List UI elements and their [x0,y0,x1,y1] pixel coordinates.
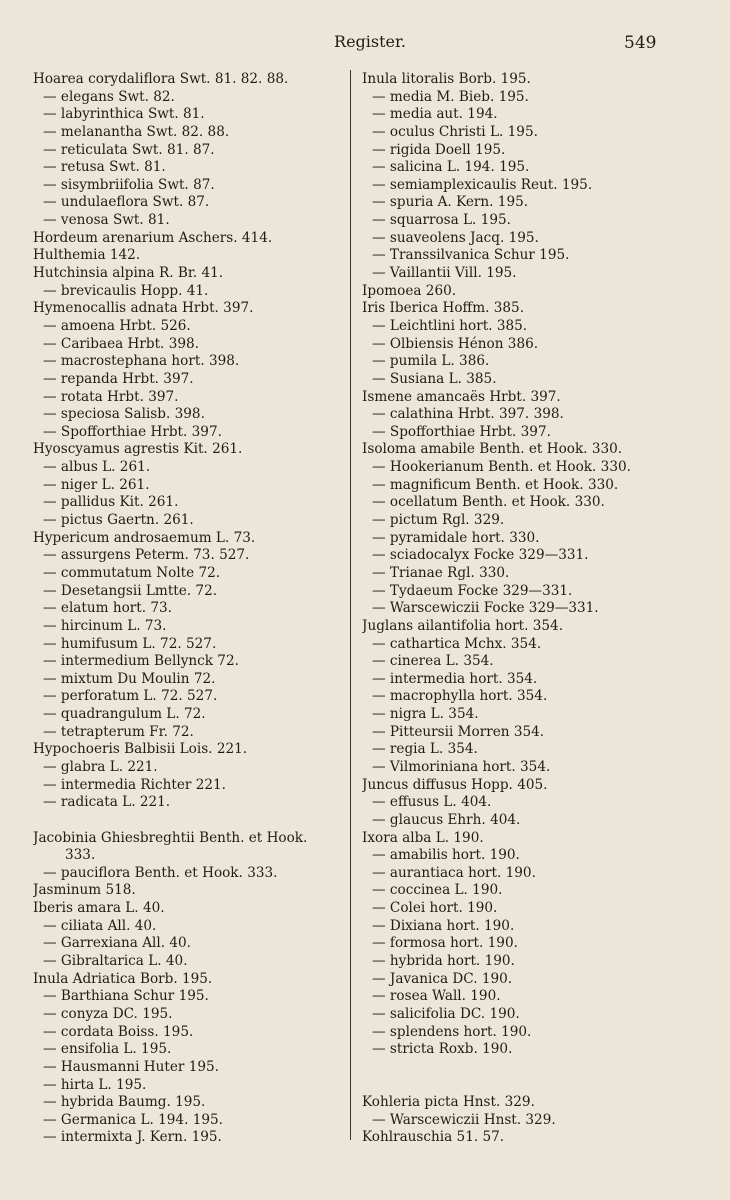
index-subentry: — perforatum L. 72. 527. [43,688,218,705]
index-entry: Iris Iberica Hoffm. 385. [362,300,525,317]
index-subentry: — oculus Christi L. 195. [372,123,538,140]
index-subentry: — Hookerianum Benth. et Hook. 330. [372,459,631,476]
index-subentry: — mixtum Du Moulin 72. [43,670,216,687]
index-subentry: — salicina L. 194. 195. [372,159,530,176]
index-entry: Juglans ailantifolia hort. 354. [362,617,564,634]
index-entry: Isoloma amabile Benth. et Hook. 330. [362,441,623,458]
index-subentry: — undulaeflora Swt. 87. [43,194,210,211]
index-subentry: — calathina Hrbt. 397. 398. [372,406,564,423]
running-title: Register. [334,32,406,51]
index-subentry: — semiamplexicaulis Reut. 195. [372,176,593,193]
index-entry: Hoarea corydaliflora Swt. 81. 82. 88. [33,71,289,87]
index-entry: Hypochoeris Balbisii Lois. 221. [33,741,248,758]
index-subentry: — tetrapterum Fr. 72. [43,723,194,740]
index-subentry: — intermedia Richter 221. [43,776,226,793]
index-subentry: — pallidus Kit. 261. [43,494,179,511]
index-subentry: — spuria A. Kern. 195. [372,194,529,211]
index-subentry: — Olbiensis Hénon 386. [372,335,539,352]
index-subentry: — sciadocalyx Focke 329—331. [372,547,589,564]
index-subentry: — rotata Hrbt. 397. [43,388,179,405]
index-subentry: — radicata L. 221. [43,794,171,811]
index-subentry: — elatum hort. 73. [43,600,173,617]
index-subentry: — macrophylla hort. 354. [372,688,548,705]
index-subentry: — commutatum Nolte 72. [43,564,221,581]
index-subentry: — Susiana L. 385. [372,370,497,387]
index-subentry: — formosa hort. 190. [372,935,518,952]
index-subentry: — magnificum Benth. et Hook. 330. [372,476,619,493]
index-subentry: — aurantiaca hort. 190. [372,864,536,881]
index-subentry: — Trianae Rgl. 330. [372,564,510,581]
index-subentry: — rigida Doell 195. [372,141,506,158]
index-entry: Juncus diffusus Hopp. 405. [362,776,548,793]
index-subentry: — Hausmanni Huter 195. [43,1058,219,1075]
index-subentry: — cordata Boiss. 195. [43,1023,194,1040]
index-subentry: — splendens hort. 190. [372,1023,532,1040]
index-subentry: — niger L. 261. [43,476,150,493]
index-gap [33,812,343,830]
index-subentry: — Vaillantii Vill. 195. [372,265,517,282]
index-entry: Hymenocallis adnata Hrbt. 397. [33,300,254,317]
index-subentry: — intermedia hort. 354. [372,670,538,687]
index-subentry: — suaveolens Jacq. 195. [372,229,539,246]
index-subentry: — intermedium Bellynck 72. [43,653,239,670]
index-subentry: — Caribaea Hrbt. 398. [43,335,199,352]
index-subentry: — Leichtlini hort. 385. [372,317,528,334]
index-subentry: — ciliata All. 40. [43,917,157,934]
index-subentry: — amoena Hrbt. 526. [43,317,191,334]
index-subentry: — Tydaeum Focke 329—331. [372,582,573,599]
index-subentry: — elegans Swt. 82. [43,88,175,105]
index-subentry: — stricta Roxb. 190. [372,1041,513,1058]
index-subentry: — glabra L. 221. [43,758,158,775]
index-subentry: — pumila L. 386. [372,353,490,370]
index-subentry: — rosea Wall. 190. [372,988,501,1005]
index-subentry: — albus L. 261. [43,459,151,476]
index-entry: Jasminum 518. [33,882,136,899]
index-subentry: — Transsilvanica Schur 195. [372,247,570,264]
index-entry: Hordeum arenarium Aschers. 414. [33,229,273,246]
index-subentry: — ensifolia L. 195. [43,1041,172,1058]
index-subentry: — assurgens Peterm. 73. 527. [43,547,250,564]
index-subentry: — Colei hort. 190. [372,900,498,917]
index-subentry: — cinerea L. 354. [372,653,494,670]
index-entry: Kohleria picta Hnst. 329. [362,1094,535,1111]
index-subentry: — quadrangulum L. 72. [43,706,206,723]
index-subentry: — coccinea L. 190. [372,882,503,899]
index-subentry: — Dixiana hort. 190. [372,917,515,934]
index-subentry: — labyrinthica Swt. 81. [43,106,205,123]
index-subentry: — pyramidale hort. 330. [372,529,540,546]
index-entry: Hyoscyamus agrestis Kit. 261. [33,441,243,458]
page-header [0,30,730,58]
index-subentry: — hirta L. 195. [43,1076,147,1093]
index-entry: Hutchinsia alpina R. Br. 41. [33,265,224,282]
index-subentry: — reticulata Swt. 81. 87. [43,141,215,158]
index-subentry: — brevicaulis Hopp. 41. [43,282,209,299]
index-subentry: — hybrida hort. 190. [372,953,515,970]
index-column-right [362,71,697,1147]
column-divider [350,70,351,1140]
index-subentry: — hybrida Baumg. 195. [43,1094,206,1111]
index-subentry: — conyza DC. 195. [43,1005,173,1022]
index-subentry: — media M. Bieb. 195. [372,88,529,105]
index-subentry: — Garrexiana All. 40. [43,935,191,952]
page-number: 549 [624,33,657,53]
index-subentry: — amabilis hort. 190. [372,847,520,864]
index-entry: Hulthemia 142. [33,247,141,264]
index-subentry: — Warscewiczii Focke 329—331. [372,600,599,617]
index-entry: Jacobinia Ghiesbreghtii Benth. et Hook. [33,829,308,846]
index-subentry: — cathartica Mchx. 354. [372,635,542,652]
index-subentry: 333. [65,847,96,864]
index-subentry: — media aut. 194. [372,106,498,123]
index-subentry: — repanda Hrbt. 397. [43,370,194,387]
index-subentry: — Barthiana Schur 195. [43,988,209,1005]
index-subentry: — Gibraltarica L. 40. [43,953,188,970]
index-subentry: — hircinum L. 73. [43,617,167,634]
index-entry: Iberis amara L. 40. [33,900,165,917]
index-subentry: — pictus Gaertn. 261. [43,512,194,529]
index-subentry: — Warscewiczii Hnst. 329. [372,1111,556,1128]
index-entry: Ismene amancaës Hrbt. 397. [362,388,561,405]
index-column-left [33,71,343,1147]
index-subentry: — Pitteursii Morren 354. [372,723,545,740]
index-subentry: — venosa Swt. 81. [43,212,170,229]
index-subentry: — speciosa Salisb. 398. [43,406,205,423]
index-subentry: — Germanica L. 194. 195. [43,1111,223,1128]
index-subentry: — regia L. 354. [372,741,478,758]
index-subentry: — pauciflora Benth. et Hook. 333. [43,864,278,881]
index-subentry: — ocellatum Benth. et Hook. 330. [372,494,605,511]
index-gap [362,1077,697,1095]
index-entry: Hypericum androsaemum L. 73. [33,529,256,546]
index-entry: Inula litoralis Borb. 195. [362,71,531,87]
index-entry: Ipomoea 260. [362,282,457,299]
index-subentry: — Spofforthiae Hrbt. 397. [43,423,222,440]
index-subentry: — Vilmoriniana hort. 354. [372,758,551,775]
index-subentry: — Desetangsii Lmtte. 72. [43,582,218,599]
index-subentry: — macrostephana hort. 398. [43,353,240,370]
index-subentry: — Javanica DC. 190. [372,970,513,987]
index-subentry: — retusa Swt. 81. [43,159,166,176]
index-entry: Inula Adriatica Borb. 195. [33,970,213,987]
index-subentry: — Spofforthiae Hrbt. 397. [372,423,551,440]
index-subentry: — pictum Rgl. 329. [372,512,505,529]
index-subentry: — glaucus Ehrh. 404. [372,811,521,828]
index-gap [362,1059,697,1077]
index-subentry: — squarrosa L. 195. [372,212,511,229]
index-subentry: — salicifolia DC. 190. [372,1005,520,1022]
index-entry: Kohlrauschia 51. 57. [362,1129,505,1146]
index-subentry: — effusus L. 404. [372,794,492,811]
index-subentry: — melanantha Swt. 82. 88. [43,123,230,140]
index-entry: Ixora alba L. 190. [362,829,484,846]
index-subentry: — intermixta J. Kern. 195. [43,1129,222,1146]
index-subentry: — sisymbriifolia Swt. 87. [43,176,215,193]
index-subentry: — nigra L. 354. [372,706,479,723]
index-subentry: — humifusum L. 72. 527. [43,635,217,652]
